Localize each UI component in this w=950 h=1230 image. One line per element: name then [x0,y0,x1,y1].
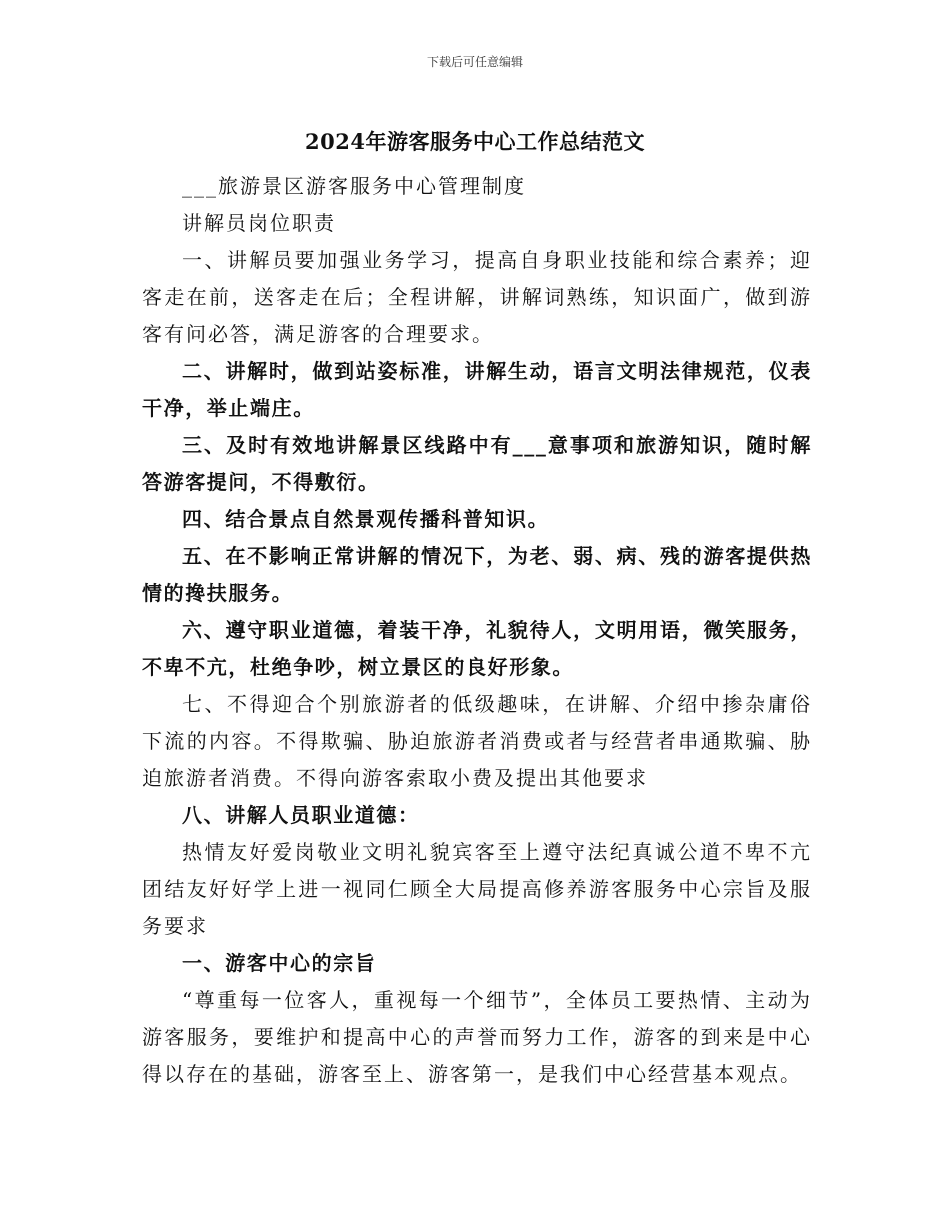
paragraph-guide-duties-heading: 讲解员岗位职责 [182,211,336,235]
paragraph-duty-1: 一、讲解员要加强业务学习，提高自身职业技能和综合素养；迎客走在前，送客走在后；全程讲解，讲解词熟练，知识面广，做到游客有问必答，满足游客的合理要求。 [142,248,812,346]
paragraph-purpose-body: “尊重每一位客人，重视每一个细节”，全体员工要热情、主动为游客服务，要维护和提高中心的声誉而努力工作，游客的到来是中心得以存在的基础，游客至上、游客第一，是我们中心经营基本观点。 [142,988,812,1086]
document-title: 2024年游客服务中心工作总结范文 [305,129,645,154]
paragraph-duty-2: 二、讲解时，做到站姿标准，讲解生动，语言文明法律规范，仪表干净，举止端庄。 [142,359,812,420]
paragraph-regulation-heading: ___旅游景区游客服务中心管理制度 [182,174,526,198]
paragraph-duty-5: 五、在不影响正常讲解的情况下，为老、弱、病、残的游客提供热情的搀扶服务。 [142,544,812,605]
paragraph-ethics-body: 热情友好爱岗敬业文明礼貌宾客至上遵守法纪真诚公道不卑不亢团结友好好学上进一视同仁顾全大局提高修养游客服务中心宗旨及服务要求 [142,840,812,938]
document-body [142,168,812,1093]
paragraph-duty-3: 三、及时有效地讲解景区线路中有___意事项和旅游知识，随时解答游客提问，不得敷衍。 [142,433,812,494]
header-note: 下载后可任意编辑 [426,55,523,69]
paragraph-duty-4: 四、结合景点自然景观传播科普知识。 [182,507,550,531]
paragraph-ethics-heading: 八、讲解人员职业道德： [182,803,420,827]
paragraph-duty-7: 七、不得迎合个别旅游者的低级趣味，在讲解、介绍中掺杂庸俗下流的内容。不得欺骗、胁迫旅游者消费或者与经营者串通欺骗、胁迫旅游者消费。不得向游客索取小费及提出其他要求 [142,692,812,790]
paragraph-duty-6: 六、遵守职业道德，着装干净，礼貌待人，文明用语，微笑服务，不卑不亢，杜绝争吵，树立景区的良好形象。 [142,618,812,679]
paragraph-purpose-heading: 一、游客中心的宗旨 [182,951,377,975]
